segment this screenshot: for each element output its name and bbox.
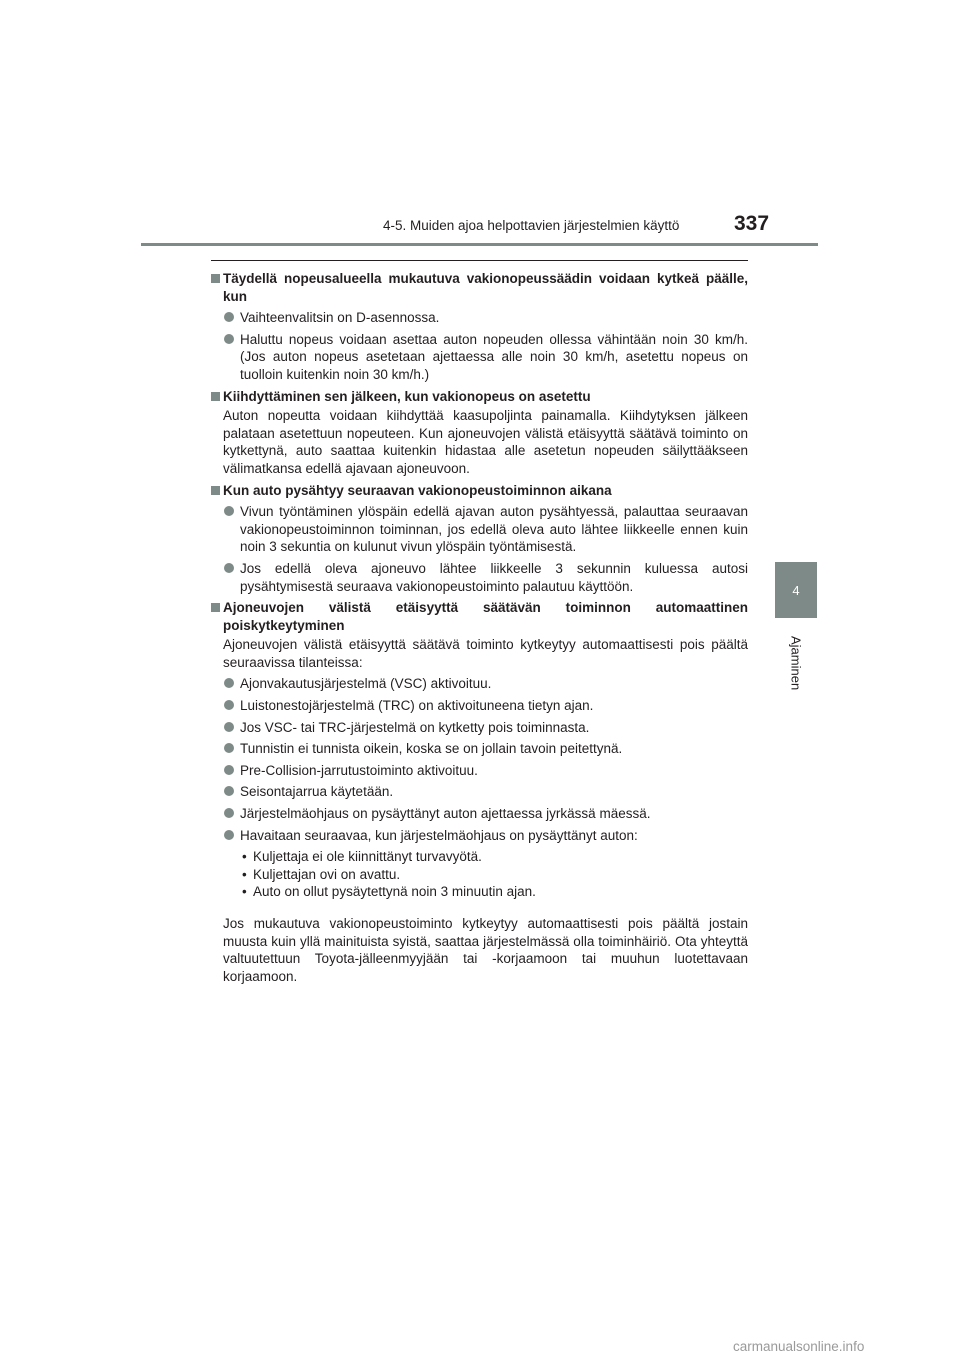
list-item	[211, 805, 748, 823]
section-heading-text: Kiihdyttäminen sen jälkeen, kun vakionopeus on asetettu	[223, 388, 591, 404]
list-item	[211, 560, 748, 595]
section-title: 4-5. Muiden ajoa helpottavien järjestelmien käyttö	[383, 218, 680, 233]
list-item	[211, 503, 748, 556]
chapter-tab	[775, 562, 817, 618]
sub-bullet-marker: •	[242, 884, 247, 900]
sub-list-item	[211, 848, 748, 866]
list-item-text: Jos VSC- tai TRC-järjestelmä on kytketty pois toiminnasta.	[240, 719, 590, 735]
list-item	[211, 697, 748, 715]
sub-list-item-text: Kuljettajan ovi on avattu.	[253, 866, 401, 882]
paragraph: Auton nopeutta voidaan kiihdyttää kaasupoljinta painamalla. Kiihdytyksen jälkeen palataan asetettuun nopeuteen. Kun ajoneuvojen välistä etäisyyttä säätävä toiminto on kytkettynä, auto saattaa kuitenkin hidastaa alle asetetun nopeuden säilyttääkseen välimatkansa edellä ajavaan ajoneuvoon.	[223, 408, 748, 476]
list-item	[211, 783, 748, 801]
circle-bullet-icon	[224, 786, 234, 796]
main-content	[211, 266, 748, 985]
list-item-text: Vivun työntäminen ylöspäin edellä ajavan auton pysähtyessä, palauttaa seuraavan vakionopeustoiminnon toiminnan, jos edellä oleva auto lähtee liikkeelle ennen kuin noin 3 sekuntia on kulunut vivun ylöspäin työntämisestä.	[240, 504, 748, 555]
section-heading	[211, 482, 748, 500]
circle-bullet-icon	[224, 722, 234, 732]
circle-bullet-icon	[224, 808, 234, 818]
list-item-text: Järjestelmäohjaus on pysäyttänyt auton ajettaessa jyrkässä mäessä.	[240, 806, 651, 822]
list-item-text: Vaihteenvalitsin on D-asennossa.	[240, 310, 440, 326]
sub-bullet-marker: •	[242, 866, 247, 882]
circle-bullet-icon	[224, 312, 234, 322]
page-number: 337	[734, 212, 770, 235]
sub-list	[211, 848, 748, 901]
sub-list-item-text: Kuljettaja ei ole kiinnittänyt turvavyötä.	[253, 849, 482, 865]
section-heading-text: Täydellä nopeusalueella mukautuva vakionopeussäädin voidaan kytkeä päälle, kun	[223, 271, 748, 304]
list-item-text: Haluttu nopeus voidaan asettaa auton nopeuden ollessa vähintään noin 30 km/h. (Jos auton nopeus asetetaan ajettaessa alle noin 30 km/h, asetettu nopeus on tuolloin kuitenkin noin 30 km/h.)	[240, 331, 748, 382]
circle-bullet-icon	[224, 743, 234, 753]
section-heading	[211, 388, 748, 406]
list-item	[211, 762, 748, 780]
chapter-number: 4	[792, 582, 800, 598]
square-bullet-icon	[211, 274, 220, 283]
circle-bullet-icon	[224, 700, 234, 710]
square-bullet-icon	[211, 486, 220, 495]
circle-bullet-icon	[224, 563, 234, 573]
sub-list-item-text: Auto on ollut pysäytettynä noin 3 minuutin ajan.	[253, 884, 536, 900]
content-rule	[211, 260, 748, 261]
circle-bullet-icon	[224, 334, 234, 344]
section-heading	[211, 270, 748, 305]
circle-bullet-icon	[224, 765, 234, 775]
list-item	[211, 331, 748, 384]
list-item-text: Ajonvakautusjärjestelmä (VSC) aktivoituu.	[240, 676, 492, 692]
sub-list-item	[211, 883, 748, 901]
circle-bullet-icon	[224, 678, 234, 688]
chapter-label-text: Ajaminen	[788, 635, 804, 691]
paragraph: Ajoneuvojen välistä etäisyyttä säätävä toiminto kytkeytyy automaattisesti pois päältä seuraavissa tilanteissa:	[223, 637, 748, 670]
sub-list-item	[211, 866, 748, 884]
list-item-text: Jos edellä oleva ajoneuvo lähtee liikkeelle 3 sekunnin kuluessa autosi pysähtymisestä seuraava vakionopeustoiminto palautuu käyttöön.	[240, 560, 748, 594]
list-item	[211, 827, 748, 845]
list-item	[211, 675, 748, 693]
list-item	[211, 309, 748, 327]
list-item-text: Havaitaan seuraavaa, kun järjestelmäohjaus on pysäyttänyt auton:	[240, 827, 638, 843]
list-item-text: Tunnistin ei tunnista oikein, koska se on jollain tavoin peitettynä.	[240, 741, 623, 757]
chapter-label	[772, 628, 820, 698]
list-item	[211, 740, 748, 758]
sub-bullet-marker: •	[242, 849, 247, 865]
circle-bullet-icon	[224, 830, 234, 840]
header-rule	[141, 243, 818, 246]
list-item-text: Luistonestojärjestelmä (TRC) on aktivoituneena tietyn ajan.	[240, 698, 594, 714]
list-item-text: Seisontajarrua käytetään.	[240, 784, 394, 800]
list-item-text: Pre-Collision-jarrutustoiminto aktivoituu.	[240, 762, 478, 778]
section-heading	[211, 599, 748, 634]
section-heading-text: Ajoneuvojen välistä etäisyyttä säätävän toiminnon automaattinen poiskytkeytyminen	[223, 600, 748, 633]
closing-paragraph: Jos mukautuva vakionopeustoiminto kytkeytyy automaattisesti pois päältä jostain muusta kuin yllä mainituista syistä, saattaa järjestelmässä olla toiminhäiriö. Ota yhteyttä valtuutettuun Toyota-jälleenmyyjään tai -korjaamoon tai muuhun luotettavaan korjaamoon.	[223, 916, 748, 984]
section-heading-text: Kun auto pysähtyy seuraavan vakionopeustoiminnon aikana	[223, 482, 612, 498]
list-item	[211, 719, 748, 737]
watermark: carmanualsonline.info	[733, 1339, 865, 1354]
square-bullet-icon	[211, 392, 220, 401]
circle-bullet-icon	[224, 506, 234, 516]
square-bullet-icon	[211, 603, 220, 612]
